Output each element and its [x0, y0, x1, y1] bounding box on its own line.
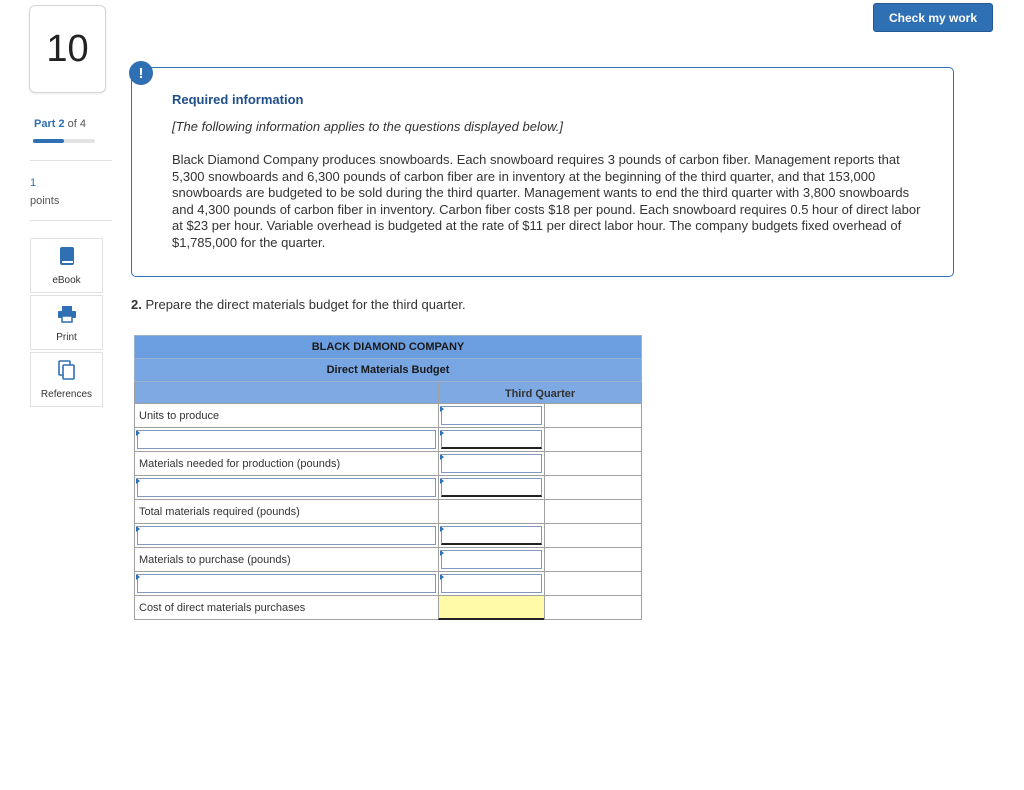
references-label: References: [40, 389, 93, 400]
part-indicator: [34, 118, 86, 130]
value-input[interactable]: [441, 526, 542, 545]
input-marker-icon: [440, 550, 444, 556]
required-info-subtitle: [The following information applies to the questions displayed below.]: [172, 119, 563, 134]
third-quarter-header: Third Quarter: [438, 382, 642, 404]
value-input-cell[interactable]: [438, 524, 544, 548]
value-input-cell[interactable]: [438, 452, 544, 476]
value-input-cell[interactable]: [438, 404, 544, 428]
ebook-button[interactable]: [30, 238, 103, 293]
print-button[interactable]: [30, 295, 103, 350]
check-my-work-button[interactable]: Check my work: [873, 3, 993, 32]
input-marker-icon: [440, 574, 444, 580]
input-marker-icon: [440, 406, 444, 412]
required-info-body: Black Diamond Company produces snowboards. Each snowboard requires 3 pounds of carbon fiber. Management reports that 5,300 snowboards and 6,300 pounds of carbon fiber are in inventory at the beginning of the third quarter, and that 153,000 snowboards are budgeted to be sold during the third quarter. Management wants to end the third quarter with 3,800 snowboards and 4,300 pounds of carbon fiber in inventory. Carbon fiber costs $18 per pound. Each snowboard requires 0.5 hour of direct labor at $23 per hour. Variable overhead is budgeted at the rate of $11 per direct labor hour. The company budgets fixed overhead of $1,785,000 for the quarter.: [172, 152, 921, 250]
extra-cell: [544, 404, 642, 428]
required-info-title: Required information: [172, 92, 304, 107]
budget-column-header-row: [134, 381, 642, 404]
value-input[interactable]: [441, 574, 542, 593]
value-input[interactable]: [441, 430, 542, 449]
table-row: [134, 452, 642, 476]
row-label: Cost of direct materials purchases: [134, 596, 438, 620]
table-row: [134, 404, 642, 428]
extra-cell: [544, 476, 642, 500]
divider: [30, 160, 112, 161]
header-blank-cell: [134, 382, 438, 404]
question-number: 10: [29, 5, 106, 93]
value-input[interactable]: [441, 550, 542, 569]
value-input[interactable]: [441, 454, 542, 473]
value-input-cell[interactable]: [438, 476, 544, 500]
input-marker-icon: [136, 574, 140, 580]
value-cell: [438, 500, 544, 524]
divider: [30, 220, 112, 221]
alert-icon: !: [129, 61, 153, 85]
row-label: Total materials required (pounds): [134, 500, 438, 524]
table-row: [134, 596, 642, 620]
table-row: [134, 548, 642, 572]
input-marker-icon: [440, 430, 444, 436]
table-row: [134, 476, 642, 500]
value-input-cell[interactable]: [438, 572, 544, 596]
table-row: [134, 572, 642, 596]
extra-cell: [544, 428, 642, 452]
references-button[interactable]: [30, 352, 103, 407]
table-row: [134, 428, 642, 452]
extra-cell: [544, 548, 642, 572]
part-current: Part 2: [34, 118, 65, 130]
label-input-cell[interactable]: [134, 476, 438, 500]
print-label: Print: [56, 332, 77, 343]
printer-icon: [57, 305, 77, 326]
ebook-label: eBook: [52, 275, 81, 286]
value-input-cell[interactable]: [438, 548, 544, 572]
references-icon: [58, 360, 76, 383]
budget-company-name: BLACK DIAMOND COMPANY: [134, 335, 642, 358]
part-total: of 4: [67, 118, 86, 130]
cost-total-cell: [438, 596, 544, 620]
value-input[interactable]: [441, 478, 542, 497]
extra-cell: [544, 500, 642, 524]
input-marker-icon: [440, 478, 444, 484]
label-input[interactable]: [137, 526, 436, 545]
points-label: points: [30, 195, 60, 207]
input-marker-icon: [136, 526, 140, 532]
value-input-cell[interactable]: [438, 428, 544, 452]
table-row: [134, 524, 642, 548]
label-input[interactable]: [137, 478, 436, 497]
extra-cell: [544, 596, 642, 620]
input-marker-icon: [440, 454, 444, 460]
value-input[interactable]: [441, 406, 542, 425]
extra-cell: [544, 452, 642, 476]
input-marker-icon: [136, 478, 140, 484]
book-icon: [59, 246, 75, 269]
question-prompt-number: 2.: [131, 297, 142, 312]
points-value: 1: [30, 177, 37, 189]
row-label: Materials needed for production (pounds): [134, 452, 438, 476]
question-prompt-text: Prepare the direct materials budget for the third quarter.: [145, 297, 466, 312]
input-marker-icon: [136, 430, 140, 436]
input-marker-icon: [440, 526, 444, 532]
label-input-cell[interactable]: [134, 524, 438, 548]
part-progress-fill: [33, 139, 64, 143]
part-progress-bar: [33, 139, 95, 143]
label-input[interactable]: [137, 430, 436, 449]
question-prompt: [131, 297, 466, 312]
extra-cell: [544, 572, 642, 596]
table-row: [134, 500, 642, 524]
extra-cell: [544, 524, 642, 548]
label-input-cell[interactable]: [134, 428, 438, 452]
budget-title: Direct Materials Budget: [134, 358, 642, 381]
label-input[interactable]: [137, 574, 436, 593]
label-input-cell[interactable]: [134, 572, 438, 596]
row-label: Materials to purchase (pounds): [134, 548, 438, 572]
row-label: Units to produce: [134, 404, 438, 428]
budget-table: [134, 335, 642, 620]
